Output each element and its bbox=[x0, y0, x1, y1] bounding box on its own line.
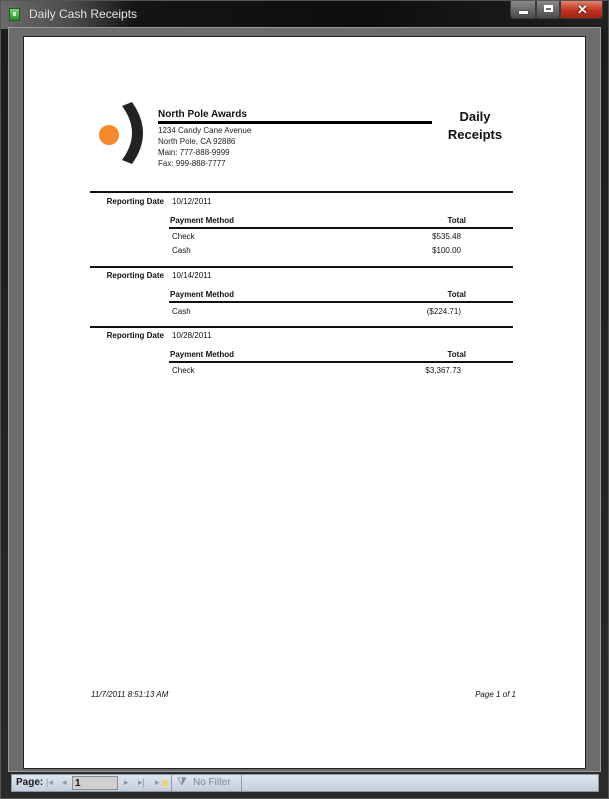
filter-icon: ⧩ bbox=[177, 776, 187, 788]
new-record-icon bbox=[162, 780, 168, 786]
separator bbox=[241, 775, 242, 791]
logo-dot-icon bbox=[99, 125, 119, 145]
payment-method-cell: Cash bbox=[172, 246, 191, 255]
header-rule bbox=[169, 301, 513, 303]
total-header: Total bbox=[447, 216, 466, 225]
reporting-date-label: Reporting Date bbox=[106, 331, 164, 340]
report-title bbox=[440, 108, 510, 144]
separator bbox=[171, 775, 172, 791]
total-header: Total bbox=[447, 290, 466, 299]
total-cell: $535.48 bbox=[432, 232, 461, 241]
payment-method-cell: Check bbox=[172, 366, 195, 375]
payment-method-header: Payment Method bbox=[170, 350, 235, 359]
total-cell: $3,367.73 bbox=[425, 366, 461, 375]
close-icon: ✕ bbox=[577, 2, 588, 17]
no-filter-button[interactable]: No Filter bbox=[193, 777, 231, 788]
reporting-date-label: Reporting Date bbox=[106, 197, 164, 206]
reporting-date-label: Reporting Date bbox=[106, 271, 164, 280]
group-rule bbox=[90, 266, 513, 268]
group-rule bbox=[90, 326, 513, 328]
total-cell: ($224.71) bbox=[426, 307, 461, 316]
page-label: Page: bbox=[16, 777, 44, 788]
report-page bbox=[23, 36, 586, 769]
page-number: Page 1 of 1 bbox=[475, 690, 516, 699]
phone-line: Main: 777-888-9999 bbox=[158, 148, 230, 157]
window-title: Daily Cash Receipts bbox=[29, 7, 138, 21]
fax-line: Fax: 999-888-7777 bbox=[158, 159, 226, 168]
next-page-button[interactable]: ▸ bbox=[124, 777, 129, 787]
company-name: North Pole Awards bbox=[158, 109, 247, 120]
close-button[interactable] bbox=[560, 1, 603, 19]
logo-arc-icon bbox=[120, 102, 150, 164]
group-rule bbox=[90, 191, 513, 193]
header-rule bbox=[169, 361, 513, 363]
last-page-button[interactable]: ▸| bbox=[138, 777, 145, 787]
report-document bbox=[24, 37, 585, 768]
maximize-button[interactable] bbox=[536, 1, 560, 19]
total-header: Total bbox=[447, 350, 466, 359]
printed-timestamp: 11/7/2011 8:51:13 AM bbox=[91, 690, 169, 699]
new-record-button[interactable]: ▸ bbox=[155, 777, 160, 787]
reporting-date-value: 10/28/2011 bbox=[172, 331, 212, 340]
access-report-icon bbox=[9, 8, 20, 21]
report-title-line: Receipts bbox=[447, 127, 503, 142]
previous-page-button[interactable]: ◂ bbox=[62, 777, 67, 787]
payment-method-header: Payment Method bbox=[170, 216, 235, 225]
company-rule bbox=[158, 121, 432, 124]
payment-method-cell: Check bbox=[172, 232, 195, 241]
first-page-button[interactable]: |◂ bbox=[46, 777, 53, 787]
address-line: North Pole, CA 92886 bbox=[158, 137, 236, 146]
total-cell: $100.00 bbox=[432, 246, 461, 255]
report-title-line: Daily bbox=[459, 109, 491, 124]
page-number-input[interactable] bbox=[72, 776, 118, 790]
record-navigation-bar bbox=[11, 774, 599, 792]
minimize-icon bbox=[519, 11, 528, 14]
payment-method-header: Payment Method bbox=[170, 290, 235, 299]
header-rule bbox=[169, 227, 513, 229]
reporting-date-value: 10/14/2011 bbox=[172, 271, 212, 280]
address-line: 1234 Candy Cane Avenue bbox=[158, 126, 252, 135]
minimize-button[interactable] bbox=[510, 1, 536, 19]
payment-method-cell: Cash bbox=[172, 307, 191, 316]
maximize-icon bbox=[544, 5, 553, 12]
reporting-date-value: 10/12/2011 bbox=[172, 197, 212, 206]
